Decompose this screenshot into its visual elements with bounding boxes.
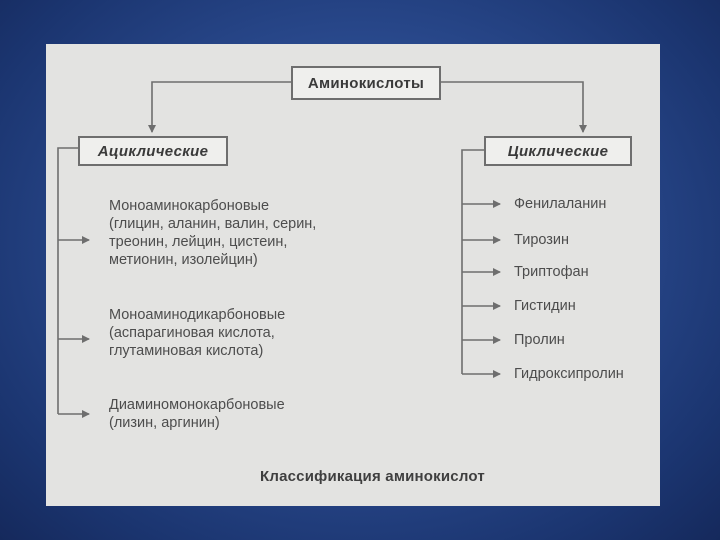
acyclic-group-line: треонин, лейцин, цистеин, — [109, 234, 288, 250]
acyclic-bracket — [58, 148, 78, 414]
cyclic-item: Триптофан — [514, 264, 589, 280]
acyclic-group-line: метионин, изолейцин) — [109, 252, 258, 268]
acyclic-group-3 — [109, 396, 285, 432]
root-right-connector — [441, 82, 583, 132]
acyclic-group-line: (глицин, аланин, валин, серин, — [109, 216, 317, 232]
acyclic-group-title: Моноаминодикарбоновые — [109, 307, 286, 323]
acyclic-group-line: глутаминовая кислота) — [109, 343, 264, 359]
acyclic-group-title: Диаминомонокарбоновые — [109, 397, 285, 413]
root-left-connector — [152, 82, 291, 132]
root-node: Аминокислоты — [291, 66, 441, 100]
acyclic-group-title: Моноаминокарбоновые — [109, 198, 270, 214]
acyclic-group-1 — [109, 197, 316, 269]
cyclic-item: Гистидин — [514, 298, 576, 314]
cyclic-node: Циклические — [484, 136, 632, 166]
cyclic-item: Тирозин — [514, 232, 570, 248]
diagram-scan — [46, 44, 660, 506]
diagram-caption: Классификация аминокислот — [260, 468, 485, 485]
acyclic-group-line: (лизин, аргинин) — [109, 415, 220, 431]
acyclic-node: Ациклические — [78, 136, 228, 166]
acyclic-group-line: (аспарагиновая кислота, — [109, 325, 275, 341]
acyclic-group-2 — [109, 306, 285, 360]
cyclic-item: Фенилаланин — [514, 196, 607, 212]
cyclic-item: Гидроксипролин — [514, 366, 624, 382]
cyclic-item: Пролин — [514, 332, 565, 348]
